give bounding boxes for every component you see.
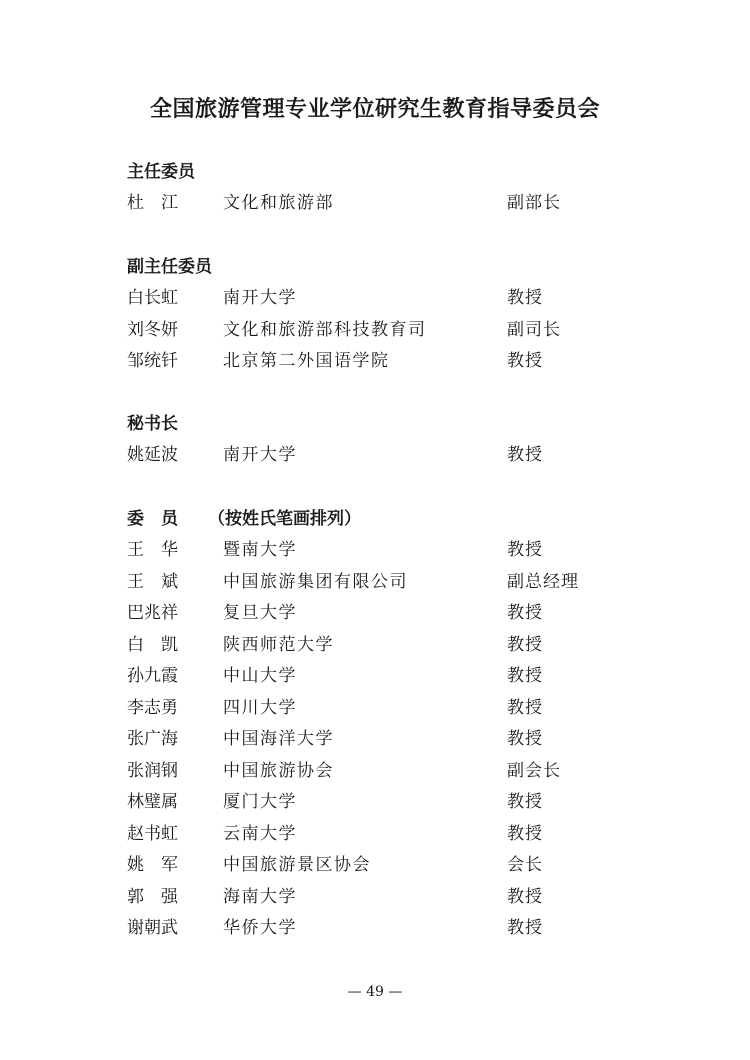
member-name: 林璧属: [127, 792, 178, 812]
member-name: 姚 军: [127, 855, 178, 875]
member-org: 暨南大学: [223, 540, 297, 560]
member-position: 教授: [507, 634, 543, 655]
member-name: 杜 江: [127, 193, 178, 213]
member-org: 四川大学: [223, 697, 297, 718]
member-row: [127, 598, 627, 630]
member-row: [127, 787, 627, 819]
member-name: 姚延波: [127, 445, 178, 465]
section-director: [127, 156, 627, 220]
member-position: 教授: [507, 540, 543, 560]
member-position: 教授: [507, 918, 543, 938]
member-org: 文化和旅游部科技教育司: [223, 319, 427, 340]
section-heading: 副主任委员: [127, 257, 212, 277]
member-org: 文化和旅游部: [223, 193, 334, 213]
member-name: 赵书虹: [127, 823, 178, 844]
member-name: 谢朝武: [127, 918, 178, 938]
member-name: 巴兆祥: [127, 603, 178, 623]
member-org: 中国旅游集团有限公司: [223, 571, 408, 592]
section-heading-note: （按姓氏笔画排列）: [208, 509, 361, 529]
member-org: 中山大学: [223, 666, 297, 686]
member-position: 会长: [507, 855, 543, 875]
member-position: 教授: [507, 445, 543, 465]
section-heading: [127, 503, 627, 535]
member-position: 教授: [507, 603, 543, 623]
member-row: [127, 882, 627, 914]
member-position: 副部长: [507, 193, 561, 213]
page-title: 全国旅游管理专业学位研究生教育指导委员会: [149, 97, 600, 122]
member-org: 华侨大学: [223, 918, 297, 938]
member-row: [127, 283, 627, 315]
member-row: [127, 315, 627, 347]
member-position: 教授: [507, 886, 543, 907]
member-row: [127, 661, 627, 693]
member-org: 中国旅游景区协会: [223, 855, 371, 875]
member-org: 南开大学: [223, 445, 297, 465]
member-position: 副司长: [507, 319, 561, 340]
member-row: [127, 440, 627, 472]
section-heading: 主任委员: [127, 162, 195, 182]
section-members: [127, 503, 627, 945]
member-row: [127, 346, 627, 378]
member-org: 海南大学: [223, 886, 297, 907]
section-heading: 秘书长: [127, 414, 178, 434]
member-org: 中国海洋大学: [223, 729, 334, 749]
member-name: 白长虹: [127, 288, 178, 308]
member-row: [127, 693, 627, 725]
member-name: 孙九霞: [127, 666, 178, 686]
member-name: 王 斌: [127, 571, 178, 592]
member-row: [127, 724, 627, 756]
member-row: [127, 913, 627, 945]
member-row: [127, 630, 627, 662]
section-heading-label: 委 员: [127, 509, 178, 529]
page-number: — 49 —: [347, 984, 403, 1000]
section-secretary: [127, 408, 627, 472]
member-name: 张润钢: [127, 760, 178, 781]
member-position: 教授: [507, 288, 543, 308]
member-row: [127, 567, 627, 599]
member-org: 陕西师范大学: [223, 634, 334, 655]
member-position: 教授: [507, 351, 543, 371]
member-org: 云南大学: [223, 823, 297, 844]
member-position: 教授: [507, 666, 543, 686]
member-org: 厦门大学: [223, 792, 297, 812]
member-org: 北京第二外国语学院: [223, 351, 390, 371]
member-name: 刘冬妍: [127, 319, 178, 340]
member-org: 南开大学: [223, 288, 297, 308]
member-position: 副总经理: [507, 571, 579, 592]
member-row: [127, 819, 627, 851]
member-name: 郭 强: [127, 886, 178, 907]
member-name: 邹统钎: [127, 351, 178, 371]
member-row: [127, 188, 627, 220]
member-row: [127, 535, 627, 567]
member-name: 白 凯: [127, 634, 178, 655]
member-name: 李志勇: [127, 697, 178, 718]
member-org: 复旦大学: [223, 603, 297, 623]
member-position: 教授: [507, 729, 543, 749]
section-deputy: [127, 251, 627, 378]
member-name: 王 华: [127, 540, 178, 560]
member-position: 教授: [507, 792, 543, 812]
member-position: 副会长: [507, 760, 561, 781]
member-position: 教授: [507, 823, 543, 844]
member-org: 中国旅游协会: [223, 760, 334, 781]
member-name: 张广海: [127, 729, 178, 749]
member-row: [127, 756, 627, 788]
member-position: 教授: [507, 697, 543, 718]
member-row: [127, 850, 627, 882]
